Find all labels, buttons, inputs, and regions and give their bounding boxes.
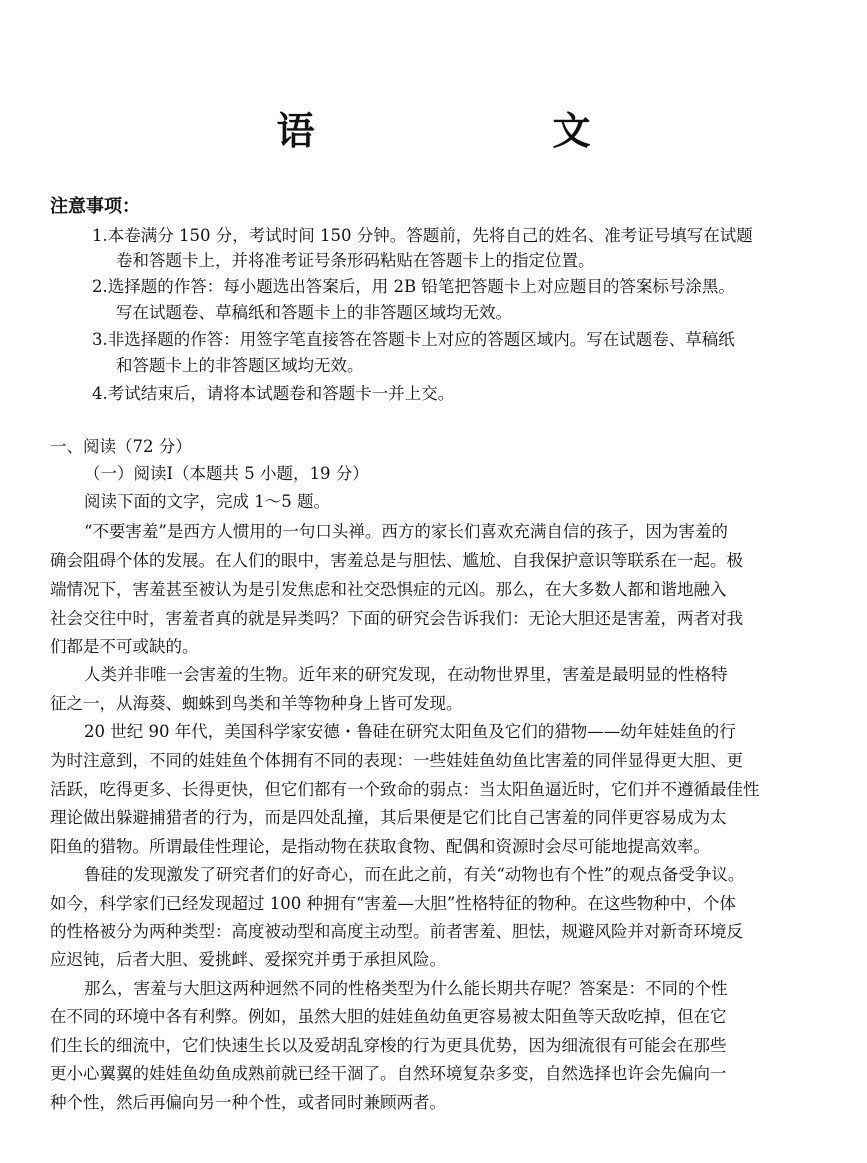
passage-line: 人类并非唯一会害羞的生物。近年来的研究发现，在动物世界里，害羞是最明显的性格特 bbox=[84, 665, 728, 684]
notice-heading: 注意事项： bbox=[50, 196, 140, 217]
passage-line: 更小心翼翼的娃娃鱼幼鱼成熟前就已经干涸了。自然环境复杂多变，自然选择也许会先偏向一 bbox=[50, 1064, 727, 1083]
passage-line: 们都是不可或缺的。 bbox=[50, 637, 199, 656]
section-subheading: （一）阅读Ⅰ（本题共 5 小题，19 分） bbox=[84, 464, 369, 483]
passage-line: 20 世纪 90 年代，美国科学家安德・鲁硅在研究太阳鱼及它们的猎物——幼年娃娃鱼的行 bbox=[84, 722, 736, 741]
page-title: 语 文 bbox=[276, 108, 691, 153]
passage-line: 征之一，从海葵、蜘蛛到鸟类和羊等物种身上皆可发现。 bbox=[50, 694, 463, 713]
passage-line: “不要害羞”是西方人惯用的一句口头禅。西方的家长们喜欢充满自信的孩子，因为害羞的 bbox=[84, 522, 728, 541]
passage-line: 那么，害羞与大胆这两种迥然不同的性格类型为什么能长期共存呢？答案是：不同的个性 bbox=[84, 979, 728, 998]
passage-line: 种个性，然后再偏向另一种个性，或者同时兼顾两者。 bbox=[50, 1093, 446, 1112]
passage-line: 阳鱼的猎物。所谓最佳性理论，是指动物在获取食物、配偶和资源时会尽可能地提高效率。 bbox=[50, 837, 710, 856]
notice-line: 2.选择题的作答：每小题选出答案后，用 2B 铅笔把答题卡上对应题目的答案标号涂黑。 bbox=[92, 277, 735, 296]
notice-line: 卷和答题卡上，并将准考证号条形码粘贴在答题卡上的指定位置。 bbox=[116, 251, 595, 270]
section-instruction: 阅读下面的文字，完成 1～5 题。 bbox=[84, 492, 330, 511]
passage-line: 社会交往中时，害羞者真的就是异类吗？下面的研究会告诉我们：无论大胆还是害羞，两者对我 bbox=[50, 609, 743, 628]
passage-line: 们生长的细流中，它们快速生长以及爱胡乱穿梭的行为更具优势，因为细流很有可能会在那些 bbox=[50, 1036, 727, 1055]
notice-line: 写在试题卷、草稿纸和答题卡上的非答题区域均无效。 bbox=[116, 303, 512, 322]
notice-line: 3.非选择题的作答：用签字笔直接答在答题卡上对应的答题区域内。写在试题卷、草稿纸 bbox=[92, 330, 735, 349]
passage-line: 应迟钝，后者大胆、爱挑衅、爱探究并勇于承担风险。 bbox=[50, 950, 446, 969]
passage-line: 端情况下，害羞甚至被认为是引发焦虑和社交恐惧症的元凶。那么，在大多数人都和谐地融入 bbox=[50, 580, 727, 599]
passage-line: 如今，科学家们已经发现超过 100 种拥有“害羞—大胆”性格特征的物种。在这些物种中，个体 bbox=[50, 894, 736, 913]
notice-line: 1.本卷满分 150 分，考试时间 150 分钟。答题前，先将自己的姓名、准考证号填写在试题 bbox=[92, 226, 753, 245]
passage-line: 活跃，吃得更多、长得更快，但它们都有一个致命的弱点：当太阳鱼逼近时，它们并不遵循最佳性 bbox=[50, 780, 760, 799]
passage-line: 的性格被分为两种类型：高度被动型和高度主动型。前者害羞、胆怯，规避风险并对新奇环境反 bbox=[50, 922, 743, 941]
passage-line: 在不同的环境中各有利弊。例如，虽然大胆的娃娃鱼幼鱼更容易被太阳鱼等天敌吃掉，但在它 bbox=[50, 1007, 727, 1026]
passage-line: 理论做出躲避捕猎者的行为，而是四处乱撞，其后果便是它们比自己害羞的同伴更容易成为太 bbox=[50, 808, 727, 827]
passage-line: 为时注意到，不同的娃娃鱼个体拥有不同的表现：一些娃娃鱼幼鱼比害羞的同伴显得更大胆、更 bbox=[50, 751, 743, 770]
section-heading: 一、阅读（72 分） bbox=[50, 437, 192, 456]
notice-line: 和答题卡上的非答题区域均无效。 bbox=[116, 356, 364, 375]
notice-line: 4.考试结束后，请将本试题卷和答题卡一并上交。 bbox=[92, 384, 455, 403]
passage-line: 鲁硅的发现激发了研究者们的好奇心，而在此之前，有关“动物也有个性”的观点备受争议。 bbox=[84, 865, 745, 884]
passage-line: 确会阻碍个体的发展。在人们的眼中，害羞总是与胆怯、尴尬、自我保护意识等联系在一起。极 bbox=[50, 551, 743, 570]
